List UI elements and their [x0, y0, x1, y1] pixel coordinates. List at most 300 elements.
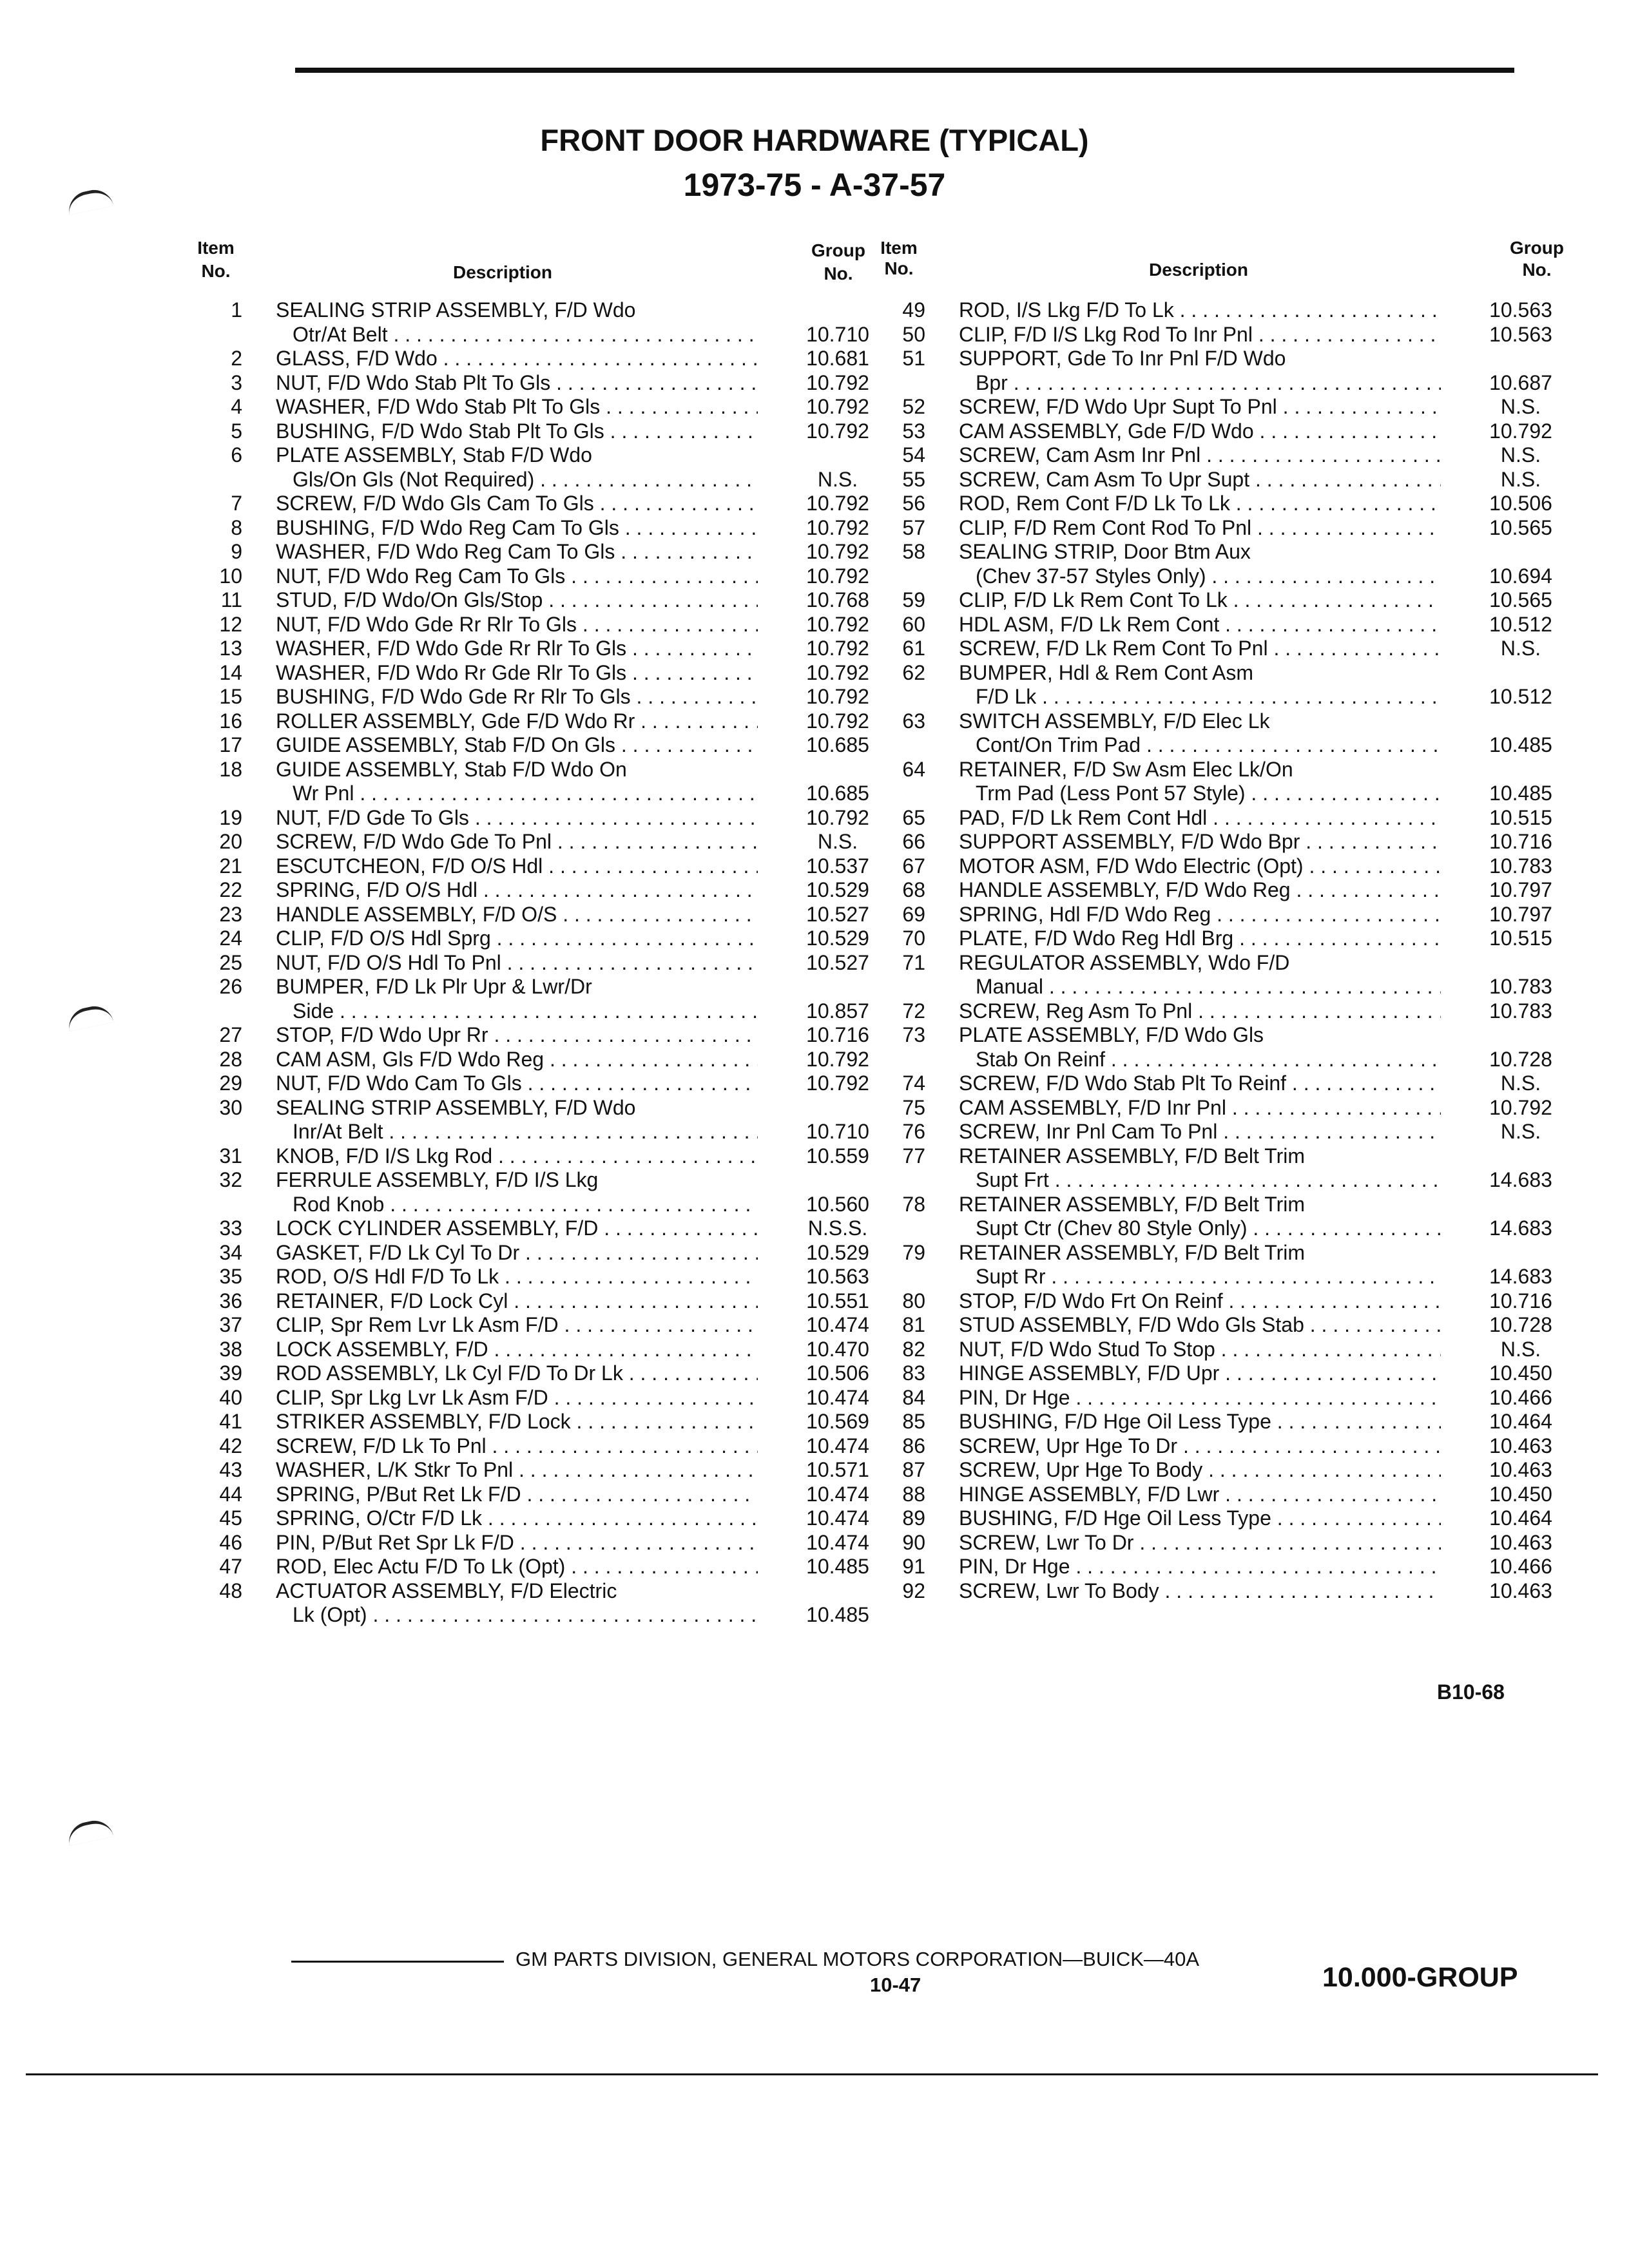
item-number: 60 — [902, 612, 925, 636]
item-number: 69 — [902, 902, 925, 926]
part-description: CLIP, F/D I/S Lkg Rod To Inr Pnl . . . — [959, 323, 1441, 347]
part-line — [863, 1458, 1585, 1483]
part-item — [180, 733, 902, 758]
part-item — [180, 1531, 902, 1555]
item-number: 32 — [219, 1168, 242, 1191]
part-line — [180, 1216, 902, 1241]
group-number: 10.529 — [806, 878, 869, 901]
part-item — [863, 1241, 1585, 1289]
part-description: ROD, I/S Lkg F/D To Lk . . . — [959, 298, 1441, 323]
part-item — [863, 298, 1585, 323]
header-group: Group — [811, 240, 865, 260]
item-number: 64 — [902, 757, 925, 781]
part-description: CAM ASSEMBLY, F/D Inr Pnl . . . — [959, 1096, 1441, 1120]
part-line — [180, 758, 902, 782]
group-number: 10.527 — [806, 902, 869, 926]
part-line-continued — [863, 685, 1585, 709]
part-line — [180, 806, 902, 831]
part-item — [863, 1386, 1585, 1410]
part-item — [863, 1144, 1585, 1193]
part-description: STOP, F/D Wdo Frt On Reinf . . . — [959, 1289, 1441, 1314]
part-line — [863, 347, 1585, 371]
part-description: PLATE ASSEMBLY, F/D Wdo Gls — [959, 1023, 1264, 1046]
part-item — [180, 1579, 902, 1628]
item-number: 21 — [219, 854, 242, 878]
group-number: 10.857 — [806, 999, 869, 1023]
part-description: BUSHING, F/D Wdo Stab Plt To Gls . . . — [276, 419, 758, 444]
item-number: 36 — [219, 1289, 242, 1312]
item-number: 34 — [219, 1240, 242, 1264]
part-line — [180, 1096, 902, 1120]
part-description: ROD, Elec Actu F/D To Lk (Opt) . . . — [276, 1555, 758, 1579]
part-line — [863, 1193, 1585, 1217]
group-number: 10.792 — [806, 419, 869, 443]
group-number: 10.466 — [1489, 1555, 1552, 1578]
part-item — [863, 1506, 1585, 1531]
group-number: 10.768 — [806, 588, 869, 611]
part-item — [180, 1506, 902, 1531]
group-number: 10.463 — [1489, 1434, 1552, 1457]
group-number: 10.450 — [1489, 1361, 1552, 1385]
part-line — [863, 298, 1585, 323]
group-number: 10.783 — [1489, 999, 1552, 1023]
item-number: 57 — [902, 515, 925, 539]
item-number: 8 — [231, 515, 242, 539]
group-number: 10.529 — [806, 927, 869, 950]
item-number: 28 — [219, 1047, 242, 1071]
binder-hole-mark — [66, 1003, 114, 1032]
group-number: 10.792 — [1489, 419, 1552, 443]
group-number: N.S.S. — [807, 1216, 868, 1240]
part-line — [180, 637, 902, 661]
part-description: SCREW, F/D Lk To Pnl . . . — [276, 1434, 758, 1459]
group-number: 10.464 — [1489, 1506, 1552, 1530]
part-line — [863, 854, 1585, 879]
part-item — [863, 419, 1585, 444]
group-number: 10.474 — [806, 1434, 869, 1457]
part-line-continued — [180, 468, 902, 492]
part-description: NUT, F/D Wdo Cam To Gls . . . — [276, 1072, 758, 1096]
part-item — [180, 395, 902, 419]
item-number: 15 — [219, 685, 242, 708]
group-number: 10.563 — [1489, 298, 1552, 322]
part-item — [180, 1338, 902, 1362]
part-line — [863, 1338, 1585, 1362]
item-number: 92 — [902, 1579, 925, 1602]
part-description: Gls/On Gls (Not Required) . . . — [293, 468, 758, 492]
group-number: 10.506 — [1489, 492, 1552, 515]
part-item — [863, 854, 1585, 879]
part-description: GUIDE ASSEMBLY, Stab F/D On Gls . . . — [276, 733, 758, 758]
part-line — [863, 903, 1585, 927]
item-number: 2 — [231, 347, 242, 370]
item-number: 20 — [219, 830, 242, 853]
part-description: SCREW, Reg Asm To Pnl . . . — [959, 999, 1441, 1024]
part-line — [863, 1144, 1585, 1169]
part-item — [180, 637, 902, 661]
part-line — [863, 951, 1585, 975]
group-number: 10.685 — [806, 782, 869, 805]
group-number: 14.683 — [1489, 1168, 1552, 1191]
part-item — [180, 1241, 902, 1265]
part-item — [180, 903, 902, 927]
part-item — [180, 1555, 902, 1579]
group-number: 10.716 — [1489, 1289, 1552, 1312]
page-code: B10-68 — [1437, 1680, 1505, 1704]
part-item — [863, 347, 1585, 395]
part-line-continued — [863, 733, 1585, 758]
part-line — [863, 443, 1585, 468]
part-description: ACTUATOR ASSEMBLY, F/D Electric — [276, 1579, 617, 1602]
part-item — [180, 1048, 902, 1072]
part-line — [863, 1531, 1585, 1555]
part-description: ROD, O/S Hdl F/D To Lk . . . — [276, 1265, 758, 1289]
item-number: 24 — [219, 927, 242, 950]
item-number: 12 — [219, 612, 242, 636]
item-number: 5 — [231, 419, 242, 443]
part-item — [863, 806, 1585, 831]
part-line — [180, 1483, 902, 1507]
part-description: STUD ASSEMBLY, F/D Wdo Gls Stab . . . — [959, 1313, 1441, 1338]
header-item: Item — [880, 238, 918, 258]
part-item — [863, 443, 1585, 468]
group-number: 10.792 — [806, 1072, 869, 1095]
part-description: NUT, F/D Wdo Reg Cam To Gls . . . — [276, 564, 758, 589]
part-line — [180, 1313, 902, 1338]
group-number: 10.450 — [1489, 1482, 1552, 1506]
part-description: SCREW, Inr Pnl Cam To Pnl . . . — [959, 1120, 1441, 1144]
part-item — [863, 1531, 1585, 1555]
part-description: SCREW, F/D Wdo Gde To Pnl . . . — [276, 830, 758, 854]
part-description: CAM ASSEMBLY, Gde F/D Wdo . . . — [959, 419, 1441, 444]
part-line — [180, 1241, 902, 1265]
part-description: Bpr . . . — [976, 371, 1441, 396]
item-number: 91 — [902, 1555, 925, 1578]
group-number: 10.792 — [806, 1047, 869, 1071]
part-description: WASHER, F/D Wdo Gde Rr Rlr To Gls . . . — [276, 637, 758, 661]
bottom-rule — [26, 2073, 1598, 2075]
part-item — [180, 1313, 902, 1338]
part-description: PIN, Dr Hge . . . — [959, 1386, 1441, 1410]
part-description: NUT, F/D Wdo Stud To Stop . . . — [959, 1338, 1441, 1362]
part-description: (Chev 37-57 Styles Only) . . . — [976, 564, 1441, 589]
part-line — [180, 1023, 902, 1048]
item-number: 1 — [231, 298, 242, 322]
part-item — [180, 1386, 902, 1410]
part-description: PIN, P/But Ret Spr Lk F/D . . . — [276, 1531, 758, 1555]
part-line — [863, 661, 1585, 686]
part-description: SCREW, Cam Asm Inr Pnl . . . — [959, 443, 1441, 468]
part-description: BUMPER, Hdl & Rem Cont Asm — [959, 660, 1253, 684]
part-line — [180, 443, 902, 468]
part-description: PAD, F/D Lk Rem Cont Hdl . . . — [959, 806, 1441, 831]
top-rule — [295, 68, 1514, 73]
part-item — [180, 927, 902, 951]
part-item — [180, 830, 902, 854]
part-description: BUSHING, F/D Hge Oil Less Type . . . — [959, 1506, 1441, 1531]
group-number: 10.485 — [1489, 782, 1552, 805]
column-header — [180, 238, 902, 298]
part-line — [180, 1458, 902, 1483]
part-line — [180, 927, 902, 951]
part-line-continued — [180, 1120, 902, 1144]
item-number: 79 — [902, 1240, 925, 1264]
part-line — [863, 395, 1585, 419]
page-number: 10-47 — [870, 1974, 921, 1996]
group-number: 10.506 — [806, 1361, 869, 1385]
part-line — [863, 1410, 1585, 1434]
page-title: FRONT DOOR HARDWARE (TYPICAL) — [540, 123, 1089, 157]
part-line — [180, 685, 902, 709]
part-line-continued — [863, 975, 1585, 999]
part-line — [863, 468, 1585, 492]
part-description: CLIP, Spr Rem Lvr Lk Asm F/D . . . — [276, 1313, 758, 1338]
item-number: 41 — [219, 1410, 242, 1433]
item-number: 83 — [902, 1361, 925, 1385]
parts-list-left — [180, 298, 902, 1628]
part-item — [863, 709, 1585, 758]
group-number: 10.783 — [1489, 975, 1552, 998]
part-line — [863, 1096, 1585, 1120]
part-line — [180, 298, 902, 323]
item-number: 66 — [902, 830, 925, 853]
group-number: 10.485 — [1489, 733, 1552, 756]
part-description: Stab On Reinf . . . — [976, 1048, 1441, 1072]
group-number: 10.792 — [806, 515, 869, 539]
item-number: 80 — [902, 1289, 925, 1312]
item-number: 48 — [219, 1579, 242, 1602]
part-description: SUPPORT ASSEMBLY, F/D Wdo Bpr . . . — [959, 830, 1441, 854]
item-number: 4 — [231, 395, 242, 418]
item-number: 17 — [219, 733, 242, 756]
footer-text: GM PARTS DIVISION, GENERAL MOTORS CORPORATION—BUICK—40A — [516, 1948, 1200, 1970]
group-number: 10.537 — [806, 854, 869, 878]
part-item — [863, 1193, 1585, 1241]
item-number: 73 — [902, 1023, 925, 1046]
part-item — [863, 492, 1585, 516]
part-description: CLIP, F/D Lk Rem Cont To Lk . . . — [959, 588, 1441, 613]
part-line — [180, 1506, 902, 1531]
item-number: 58 — [902, 540, 925, 563]
part-item — [863, 588, 1585, 613]
part-item — [180, 443, 902, 492]
part-description: Otr/At Belt . . . — [293, 323, 758, 347]
item-number: 90 — [902, 1530, 925, 1554]
part-description: SEALING STRIP, Door Btm Aux — [959, 540, 1251, 563]
part-line-continued — [863, 564, 1585, 589]
part-line — [180, 1434, 902, 1459]
group-number: 10.783 — [1489, 854, 1552, 878]
group-number: 10.463 — [1489, 1530, 1552, 1554]
group-number: 10.792 — [806, 370, 869, 394]
part-item — [863, 468, 1585, 492]
group-number: 10.792 — [806, 685, 869, 708]
part-item — [863, 1555, 1585, 1579]
part-line — [863, 1313, 1585, 1338]
item-number: 67 — [902, 854, 925, 878]
item-number: 72 — [902, 999, 925, 1023]
part-line — [180, 1555, 902, 1579]
part-line — [863, 830, 1585, 854]
group-number: 14.683 — [1489, 1265, 1552, 1288]
part-description: RETAINER ASSEMBLY, F/D Belt Trim — [959, 1240, 1306, 1264]
group-number: 10.792 — [806, 660, 869, 684]
part-item — [863, 1434, 1585, 1459]
item-number: 37 — [219, 1313, 242, 1336]
part-item — [863, 1458, 1585, 1483]
part-description: SCREW, Upr Hge To Dr . . . — [959, 1434, 1441, 1459]
group-number: 10.710 — [806, 322, 869, 346]
part-description: KNOB, F/D I/S Lkg Rod . . . — [276, 1144, 758, 1169]
part-line — [180, 903, 902, 927]
part-line — [180, 1531, 902, 1555]
part-description: REGULATOR ASSEMBLY, Wdo F/D — [959, 950, 1290, 974]
part-line — [180, 951, 902, 975]
part-description: RETAINER, F/D Lock Cyl . . . — [276, 1289, 758, 1314]
part-line — [180, 1265, 902, 1289]
part-description: GUIDE ASSEMBLY, Stab F/D Wdo On — [276, 757, 627, 781]
part-line — [180, 395, 902, 419]
part-line — [863, 516, 1585, 541]
group-number: 10.515 — [1489, 805, 1552, 829]
part-description: CLIP, Spr Lkg Lvr Lk Asm F/D . . . — [276, 1386, 758, 1410]
item-number: 52 — [902, 395, 925, 418]
part-item — [863, 540, 1585, 588]
group-number: 10.560 — [806, 1192, 869, 1216]
part-item — [863, 830, 1585, 854]
item-number: 77 — [902, 1144, 925, 1168]
part-item — [863, 999, 1585, 1024]
group-number: 10.687 — [1489, 370, 1552, 394]
parts-list-right — [863, 298, 1585, 1603]
part-description: SCREW, F/D Wdo Stab Plt To Reinf . . . — [959, 1072, 1441, 1096]
group-number: 10.792 — [806, 564, 869, 588]
part-item — [180, 1265, 902, 1289]
part-line — [863, 878, 1585, 903]
item-number: 49 — [902, 298, 925, 322]
part-line — [180, 1410, 902, 1434]
part-line — [863, 999, 1585, 1024]
part-item — [180, 951, 902, 975]
part-item — [863, 1338, 1585, 1362]
part-item — [180, 516, 902, 541]
part-item — [863, 395, 1585, 419]
group-number: 10.792 — [806, 612, 869, 636]
part-line-continued — [863, 1048, 1585, 1072]
item-number: 54 — [902, 443, 925, 466]
part-line-continued — [863, 1265, 1585, 1289]
item-number: 53 — [902, 419, 925, 443]
part-item — [863, 1361, 1585, 1386]
item-number: 89 — [902, 1506, 925, 1530]
group-number: 10.797 — [1489, 902, 1552, 926]
part-description: GASKET, F/D Lk Cyl To Dr . . . — [276, 1241, 758, 1265]
part-line — [180, 854, 902, 879]
part-line — [180, 1168, 902, 1193]
part-line — [863, 1579, 1585, 1604]
part-line — [863, 1120, 1585, 1144]
part-item — [180, 758, 902, 806]
item-number: 63 — [902, 709, 925, 733]
group-number: 10.694 — [1489, 564, 1552, 588]
part-description: SPRING, O/Ctr F/D Lk . . . — [276, 1506, 758, 1531]
group-number: 10.728 — [1489, 1047, 1552, 1071]
part-description: NUT, F/D Wdo Gde Rr Rlr To Gls . . . — [276, 613, 758, 637]
part-description: SPRING, Hdl F/D Wdo Reg . . . — [959, 903, 1441, 927]
header-description: Description — [1148, 260, 1249, 280]
part-line-continued — [180, 1603, 902, 1628]
group-number: 10.529 — [806, 1240, 869, 1264]
part-description: SPRING, P/But Ret Lk F/D . . . — [276, 1483, 758, 1507]
part-description: RETAINER ASSEMBLY, F/D Belt Trim — [959, 1192, 1306, 1216]
part-description: STOP, F/D Wdo Upr Rr . . . — [276, 1023, 758, 1048]
part-description: SCREW, Lwr To Dr . . . — [959, 1531, 1441, 1555]
part-description: Cont/On Trim Pad . . . — [976, 733, 1441, 758]
part-description: STUD, F/D Wdo/On Gls/Stop . . . — [276, 588, 758, 613]
item-number: 33 — [219, 1216, 242, 1240]
part-description: ROD ASSEMBLY, Lk Cyl F/D To Dr Lk . . . — [276, 1361, 758, 1386]
group-number: N.S. — [1500, 395, 1541, 418]
item-number: 86 — [902, 1434, 925, 1457]
group-number: N.S. — [1500, 1337, 1541, 1361]
item-number: 82 — [902, 1337, 925, 1361]
parts-column-left — [180, 238, 902, 1628]
group-label: 10.000-GROUP — [1322, 1962, 1518, 1993]
part-item — [180, 298, 902, 347]
part-item — [863, 758, 1585, 806]
part-item — [863, 661, 1585, 709]
part-description: NUT, F/D Gde To Gls . . . — [276, 806, 758, 831]
part-line-continued — [863, 782, 1585, 806]
group-number: 10.515 — [1489, 927, 1552, 950]
item-number: 10 — [219, 564, 242, 588]
part-item — [180, 975, 902, 1023]
header-item-no: No. — [201, 261, 231, 281]
part-description: LOCK ASSEMBLY, F/D . . . — [276, 1338, 758, 1362]
part-description: PLATE, F/D Wdo Reg Hdl Brg . . . — [959, 927, 1441, 951]
part-line-continued — [180, 782, 902, 806]
part-description: SCREW, Lwr To Body . . . — [959, 1579, 1441, 1604]
part-item — [180, 1410, 902, 1434]
part-description: HDL ASM, F/D Lk Rem Cont . . . — [959, 613, 1441, 637]
group-number: 10.551 — [806, 1289, 869, 1312]
item-number: 46 — [219, 1530, 242, 1554]
part-line — [863, 1434, 1585, 1459]
part-item — [180, 564, 902, 589]
part-description: ROD, Rem Cont F/D Lk To Lk . . . — [959, 492, 1441, 516]
part-line — [180, 540, 902, 564]
part-item — [180, 371, 902, 396]
part-line — [180, 564, 902, 589]
part-description: RETAINER, F/D Sw Asm Elec Lk/On — [959, 757, 1293, 781]
item-number: 51 — [902, 347, 925, 370]
part-line — [180, 613, 902, 637]
part-line — [180, 975, 902, 999]
part-item — [863, 1023, 1585, 1072]
part-description: Inr/At Belt . . . — [293, 1120, 758, 1144]
group-number: N.S. — [817, 830, 858, 853]
part-description: Supt Rr . . . — [976, 1265, 1441, 1289]
item-number: 40 — [219, 1385, 242, 1409]
part-line — [180, 733, 902, 758]
part-line — [180, 1386, 902, 1410]
part-item — [180, 661, 902, 686]
part-description: SCREW, Upr Hge To Body . . . — [959, 1458, 1441, 1483]
group-number: 14.683 — [1489, 1216, 1552, 1240]
part-line — [180, 1361, 902, 1386]
part-item — [863, 1483, 1585, 1507]
part-description: CLIP, F/D Rem Cont Rod To Pnl . . . — [959, 516, 1441, 541]
